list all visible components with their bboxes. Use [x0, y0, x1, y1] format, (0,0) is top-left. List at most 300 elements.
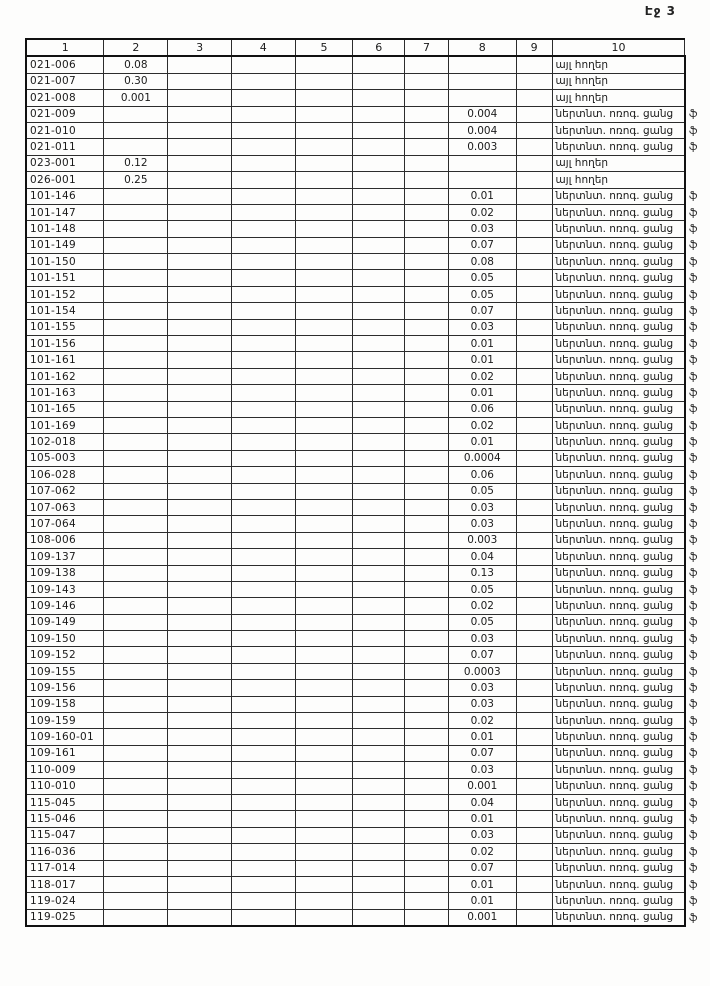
empty-cell: [405, 581, 449, 597]
area-col2-cell: [104, 352, 168, 368]
empty-cell: [295, 893, 353, 909]
empty-cell: [405, 417, 449, 433]
land-type-cell: ներտնտ. ոռոգ. ցանց: [552, 106, 685, 122]
margin-mark: ֆ: [688, 304, 698, 317]
empty-cell: [516, 549, 552, 565]
empty-cell: [405, 385, 449, 401]
empty-cell: [231, 106, 295, 122]
land-type-cell: ներտնտ. ոռոգ. ցանց: [552, 581, 685, 597]
area-col2-cell: [104, 663, 168, 679]
empty-cell: [168, 286, 232, 302]
empty-cell: [405, 827, 449, 843]
empty-cell: [353, 254, 405, 270]
empty-cell: [168, 417, 232, 433]
area-col8-cell: 0.01: [448, 188, 516, 204]
land-type-cell: ներտնտ. ոռոգ. ցանց: [552, 270, 685, 286]
margin-mark: ֆ: [688, 796, 698, 809]
margin-spacer: [685, 39, 709, 56]
empty-cell: [168, 893, 232, 909]
area-col8-cell: 0.02: [448, 598, 516, 614]
empty-cell: [516, 401, 552, 417]
margin-mark: ֆ: [688, 813, 698, 826]
land-type-cell: ներտնտ. ոռոգ. ցանց: [552, 565, 685, 581]
empty-cell: [405, 352, 449, 368]
empty-cell: [405, 909, 449, 926]
empty-cell: [353, 794, 405, 810]
table-row: [26, 549, 709, 565]
empty-cell: [295, 303, 353, 319]
area-col2-cell: [104, 270, 168, 286]
area-col8-cell: [448, 90, 516, 106]
parcel-code-cell: 021-011: [26, 139, 104, 155]
empty-cell: [353, 319, 405, 335]
parcel-code-cell: 115-045: [26, 794, 104, 810]
empty-cell: [405, 401, 449, 417]
parcel-code-cell: 101-152: [26, 286, 104, 302]
area-col8-cell: [448, 172, 516, 188]
empty-cell: [295, 696, 353, 712]
column-header: 7: [405, 39, 449, 56]
empty-cell: [516, 794, 552, 810]
margin-mark: ֆ: [688, 714, 698, 727]
empty-cell: [405, 368, 449, 384]
empty-cell: [353, 844, 405, 860]
empty-cell: [295, 188, 353, 204]
margin-mark: [685, 172, 709, 188]
table-row: [26, 778, 709, 794]
empty-cell: [231, 532, 295, 548]
area-col8-cell: 0.0003: [448, 663, 516, 679]
area-col2-cell: [104, 483, 168, 499]
area-col2-cell: [104, 778, 168, 794]
empty-cell: [353, 204, 405, 220]
empty-cell: [405, 221, 449, 237]
area-col8-cell: 0.03: [448, 221, 516, 237]
empty-cell: [231, 811, 295, 827]
table-row: [26, 713, 709, 729]
empty-cell: [405, 237, 449, 253]
area-col2-cell: [104, 385, 168, 401]
empty-cell: [295, 172, 353, 188]
empty-cell: [168, 909, 232, 926]
margin-mark: ֆ: [688, 878, 698, 891]
empty-cell: [295, 254, 353, 270]
empty-cell: [168, 336, 232, 352]
empty-cell: [405, 106, 449, 122]
empty-cell: [231, 581, 295, 597]
area-col2-cell: [104, 729, 168, 745]
empty-cell: [353, 122, 405, 138]
empty-cell: [516, 254, 552, 270]
column-header: 8: [448, 39, 516, 56]
empty-cell: [295, 368, 353, 384]
empty-cell: [405, 139, 449, 155]
area-col2-cell: [104, 565, 168, 581]
empty-cell: [231, 352, 295, 368]
empty-cell: [353, 532, 405, 548]
empty-cell: [231, 73, 295, 89]
table-row: [26, 172, 709, 188]
empty-cell: [353, 139, 405, 155]
area-col8-cell: 0.06: [448, 467, 516, 483]
empty-cell: [295, 794, 353, 810]
empty-cell: [516, 631, 552, 647]
empty-cell: [516, 270, 552, 286]
margin-mark: ֆ: [688, 370, 698, 383]
empty-cell: [168, 385, 232, 401]
margin-mark: ֆ: [688, 862, 698, 875]
area-col8-cell: 0.03: [448, 696, 516, 712]
margin-mark: ֆ: [688, 255, 698, 268]
parcel-code-cell: 119-025: [26, 909, 104, 926]
margin-mark: ֆ: [688, 616, 698, 629]
empty-cell: [168, 254, 232, 270]
land-type-cell: այլ հողեր: [552, 155, 685, 171]
parcel-code-cell: 105-003: [26, 450, 104, 466]
empty-cell: [231, 876, 295, 892]
table-row: [26, 876, 709, 892]
empty-cell: [405, 794, 449, 810]
empty-cell: [353, 663, 405, 679]
table-body: [26, 56, 709, 926]
empty-cell: [353, 106, 405, 122]
empty-cell: [405, 532, 449, 548]
margin-mark: ֆ: [688, 550, 698, 563]
parcel-code-cell: 021-007: [26, 73, 104, 89]
empty-cell: [231, 303, 295, 319]
area-col8-cell: 0.003: [448, 139, 516, 155]
empty-cell: [516, 893, 552, 909]
area-col8-cell: 0.08: [448, 254, 516, 270]
empty-cell: [353, 336, 405, 352]
empty-cell: [231, 417, 295, 433]
empty-cell: [353, 352, 405, 368]
empty-cell: [231, 450, 295, 466]
column-header: 6: [353, 39, 405, 56]
empty-cell: [231, 762, 295, 778]
table-row: [26, 368, 709, 384]
area-col2-cell: [104, 696, 168, 712]
margin-mark: ֆ: [688, 829, 698, 842]
margin-mark: ֆ: [688, 747, 698, 760]
empty-cell: [405, 499, 449, 515]
area-col8-cell: 0.04: [448, 549, 516, 565]
empty-cell: [231, 188, 295, 204]
empty-cell: [168, 778, 232, 794]
table-row: [26, 631, 709, 647]
land-type-cell: ներտնտ. ոռոգ. ցանց: [552, 893, 685, 909]
empty-cell: [295, 827, 353, 843]
land-type-cell: ներտնտ. ոռոգ. ցանց: [552, 696, 685, 712]
parcel-code-cell: 101-155: [26, 319, 104, 335]
empty-cell: [405, 745, 449, 761]
margin-mark: ֆ: [688, 403, 698, 416]
area-col8-cell: 0.03: [448, 516, 516, 532]
area-col8-cell: 0.001: [448, 778, 516, 794]
empty-cell: [295, 598, 353, 614]
table-row: [26, 270, 709, 286]
area-col2-cell: [104, 319, 168, 335]
parcel-code-cell: 109-159: [26, 713, 104, 729]
empty-cell: [516, 778, 552, 794]
margin-mark: [685, 90, 709, 106]
empty-cell: [353, 827, 405, 843]
empty-cell: [353, 614, 405, 630]
empty-cell: [405, 56, 449, 73]
empty-cell: [405, 844, 449, 860]
land-type-cell: ներտնտ. ոռոգ. ցանց: [552, 204, 685, 220]
area-col2-cell: [104, 827, 168, 843]
table-header: [26, 39, 709, 56]
empty-cell: [516, 73, 552, 89]
margin-mark: ֆ: [688, 698, 698, 711]
area-col8-cell: 0.03: [448, 499, 516, 515]
parcel-code-cell: 021-008: [26, 90, 104, 106]
area-col2-cell: 0.08: [104, 56, 168, 73]
area-col8-cell: 0.07: [448, 745, 516, 761]
area-col8-cell: 0.004: [448, 122, 516, 138]
empty-cell: [168, 598, 232, 614]
area-col2-cell: [104, 614, 168, 630]
area-col2-cell: [104, 860, 168, 876]
area-col2-cell: [104, 680, 168, 696]
empty-cell: [231, 204, 295, 220]
table-row: [26, 155, 709, 171]
empty-cell: [168, 794, 232, 810]
empty-cell: [295, 106, 353, 122]
area-col8-cell: 0.03: [448, 762, 516, 778]
margin-mark: ֆ: [688, 780, 698, 793]
parcel-code-cell: 109-150: [26, 631, 104, 647]
parcel-code-cell: 106-028: [26, 467, 104, 483]
area-col8-cell: 0.01: [448, 385, 516, 401]
empty-cell: [231, 368, 295, 384]
table-row: [26, 647, 709, 663]
area-col2-cell: [104, 254, 168, 270]
table-row: [26, 139, 709, 155]
empty-cell: [516, 467, 552, 483]
empty-cell: [353, 417, 405, 433]
empty-cell: [405, 713, 449, 729]
empty-cell: [353, 876, 405, 892]
empty-cell: [231, 467, 295, 483]
area-col8-cell: 0.02: [448, 204, 516, 220]
empty-cell: [231, 254, 295, 270]
margin-mark: ֆ: [688, 436, 698, 449]
empty-cell: [231, 713, 295, 729]
empty-cell: [516, 598, 552, 614]
area-col2-cell: 0.12: [104, 155, 168, 171]
empty-cell: [295, 844, 353, 860]
empty-cell: [168, 499, 232, 515]
empty-cell: [353, 631, 405, 647]
area-col2-cell: [104, 221, 168, 237]
empty-cell: [405, 90, 449, 106]
empty-cell: [231, 155, 295, 171]
land-type-cell: ներտնտ. ոռոգ. ցանց: [552, 729, 685, 745]
margin-mark: ֆ: [688, 501, 698, 514]
empty-cell: [405, 876, 449, 892]
empty-cell: [168, 352, 232, 368]
empty-cell: [168, 745, 232, 761]
empty-cell: [295, 762, 353, 778]
area-col8-cell: [448, 56, 516, 73]
land-type-cell: ներտնտ. ոռոգ. ցանց: [552, 909, 685, 926]
empty-cell: [405, 860, 449, 876]
parcel-code-cell: 109-143: [26, 581, 104, 597]
empty-cell: [168, 532, 232, 548]
empty-cell: [168, 663, 232, 679]
empty-cell: [168, 106, 232, 122]
land-type-cell: ներտնտ. ոռոգ. ցանց: [552, 417, 685, 433]
empty-cell: [405, 254, 449, 270]
table-row: [26, 581, 709, 597]
empty-cell: [168, 713, 232, 729]
empty-cell: [168, 762, 232, 778]
land-type-cell: ներտնտ. ոռոգ. ցանց: [552, 663, 685, 679]
empty-cell: [516, 172, 552, 188]
land-type-cell: ներտնտ. ոռոգ. ցանց: [552, 467, 685, 483]
land-type-cell: ներտնտ. ոռոգ. ցանց: [552, 778, 685, 794]
empty-cell: [405, 286, 449, 302]
empty-cell: [295, 336, 353, 352]
empty-cell: [295, 876, 353, 892]
table-row: [26, 499, 709, 515]
land-type-cell: այլ հողեր: [552, 172, 685, 188]
table-row: [26, 844, 709, 860]
empty-cell: [231, 696, 295, 712]
land-type-cell: ներտնտ. ոռոգ. ցանց: [552, 286, 685, 302]
land-type-cell: ներտնտ. ոռոգ. ցանց: [552, 827, 685, 843]
area-col8-cell: 0.05: [448, 614, 516, 630]
area-col2-cell: [104, 713, 168, 729]
empty-cell: [168, 401, 232, 417]
empty-cell: [516, 434, 552, 450]
margin-mark: [685, 56, 709, 73]
margin-mark: ֆ: [688, 665, 698, 678]
empty-cell: [168, 516, 232, 532]
empty-cell: [353, 188, 405, 204]
area-col2-cell: [104, 516, 168, 532]
parcel-code-cell: 107-063: [26, 499, 104, 515]
area-col8-cell: 0.03: [448, 319, 516, 335]
land-type-cell: ներտնտ. ոռոգ. ցանց: [552, 336, 685, 352]
empty-cell: [231, 56, 295, 73]
empty-cell: [231, 647, 295, 663]
empty-cell: [405, 680, 449, 696]
land-type-cell: ներտնտ. ոռոգ. ցանց: [552, 745, 685, 761]
empty-cell: [231, 90, 295, 106]
empty-cell: [295, 647, 353, 663]
empty-cell: [353, 499, 405, 515]
table-row: [26, 56, 709, 73]
area-col2-cell: [104, 401, 168, 417]
column-header: 4: [231, 39, 295, 56]
table-row: [26, 467, 709, 483]
margin-mark: ֆ: [688, 337, 698, 350]
area-col2-cell: [104, 450, 168, 466]
land-type-cell: ներտնտ. ոռոգ. ցանց: [552, 532, 685, 548]
land-parcels-table: [25, 38, 710, 927]
empty-cell: [353, 598, 405, 614]
empty-cell: [516, 581, 552, 597]
area-col8-cell: 0.04: [448, 794, 516, 810]
empty-cell: [168, 172, 232, 188]
empty-cell: [516, 696, 552, 712]
parcel-code-cell: 021-010: [26, 122, 104, 138]
area-col2-cell: [104, 499, 168, 515]
table-row: [26, 516, 709, 532]
area-col2-cell: [104, 581, 168, 597]
margin-mark: ֆ: [688, 190, 698, 203]
margin-mark: [685, 155, 709, 171]
empty-cell: [516, 237, 552, 253]
empty-cell: [405, 73, 449, 89]
land-type-cell: ներտնտ. ոռոգ. ցանց: [552, 401, 685, 417]
land-type-cell: այլ հողեր: [552, 56, 685, 73]
empty-cell: [168, 827, 232, 843]
table-row: [26, 303, 709, 319]
empty-cell: [168, 467, 232, 483]
table-row: [26, 483, 709, 499]
empty-cell: [168, 155, 232, 171]
empty-cell: [405, 696, 449, 712]
empty-cell: [168, 581, 232, 597]
table-row: [26, 336, 709, 352]
parcel-code-cell: 102-018: [26, 434, 104, 450]
empty-cell: [295, 811, 353, 827]
empty-cell: [516, 368, 552, 384]
table-row: [26, 860, 709, 876]
area-col2-cell: [104, 434, 168, 450]
empty-cell: [295, 663, 353, 679]
empty-cell: [405, 598, 449, 614]
empty-cell: [516, 762, 552, 778]
empty-cell: [231, 631, 295, 647]
empty-cell: [231, 827, 295, 843]
area-col8-cell: [448, 73, 516, 89]
empty-cell: [516, 155, 552, 171]
parcel-code-cell: 118-017: [26, 876, 104, 892]
empty-cell: [168, 631, 232, 647]
empty-cell: [516, 614, 552, 630]
area-col2-cell: [104, 188, 168, 204]
column-header: 10: [552, 39, 685, 56]
empty-cell: [231, 516, 295, 532]
area-col2-cell: 0.25: [104, 172, 168, 188]
empty-cell: [231, 844, 295, 860]
table-row: [26, 532, 709, 548]
land-type-cell: ներտնտ. ոռոգ. ցանց: [552, 516, 685, 532]
parcel-code-cell: 101-169: [26, 417, 104, 433]
empty-cell: [168, 860, 232, 876]
empty-cell: [168, 876, 232, 892]
empty-cell: [405, 811, 449, 827]
area-col8-cell: 0.03: [448, 631, 516, 647]
area-col8-cell: 0.02: [448, 368, 516, 384]
table-row: [26, 188, 709, 204]
land-type-cell: ներտնտ. ոռոգ. ցանց: [552, 221, 685, 237]
empty-cell: [353, 581, 405, 597]
table-row: [26, 90, 709, 106]
empty-cell: [231, 172, 295, 188]
empty-cell: [353, 729, 405, 745]
area-col2-cell: 0.001: [104, 90, 168, 106]
empty-cell: [295, 499, 353, 515]
margin-mark: ֆ: [688, 354, 698, 367]
table-row: [26, 598, 709, 614]
land-type-cell: ներտնտ. ոռոգ. ցանց: [552, 549, 685, 565]
